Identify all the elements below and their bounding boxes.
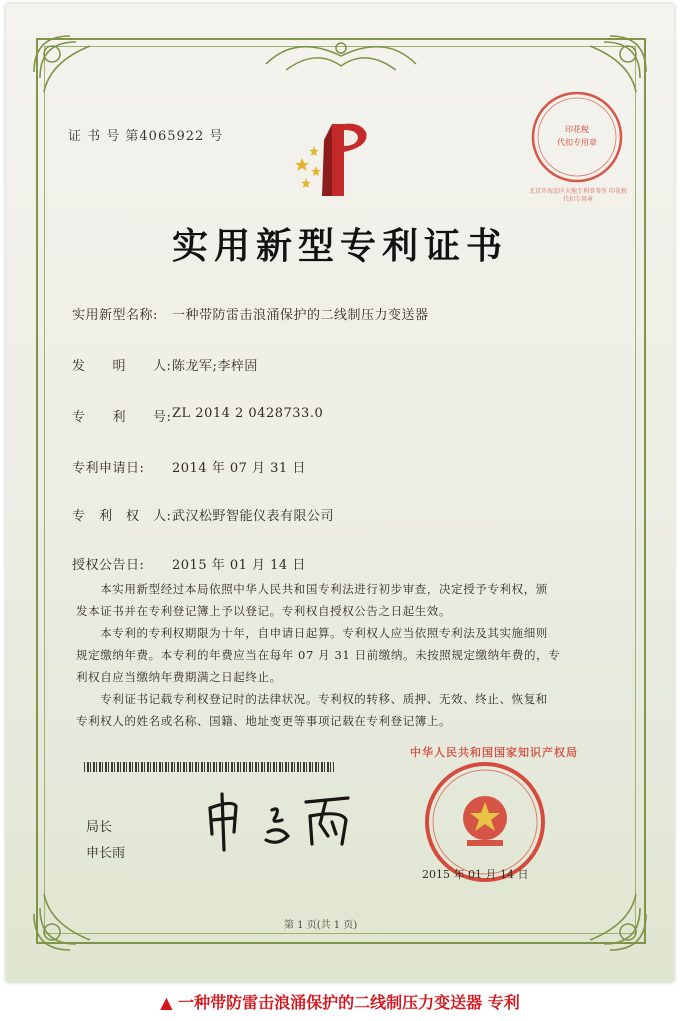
certificate [6, 4, 674, 982]
grant-date-label: 授权公告日: [72, 558, 145, 573]
caption [0, 990, 680, 1013]
patentee-value: 武汉松野智能仪表有限公司 [172, 509, 335, 524]
patentee-label: 专 利 权 人: [72, 509, 172, 524]
triangle-marker-icon: ▲ [160, 993, 173, 1012]
inventor-label: 发 明 人: [72, 359, 172, 374]
svg-text:印花税: 印花税 [565, 125, 589, 134]
tax-stamp-text: 北京市海淀区天地专利事务所 印花税 代扣专用章 [529, 188, 627, 203]
legal-text [76, 578, 606, 732]
director-signature [202, 790, 382, 854]
patent-number-label: 专 利 号: [72, 410, 172, 425]
corner-ornament-icon [30, 874, 110, 954]
corner-ornament-icon [30, 32, 110, 112]
director-name: 申长雨 [86, 846, 126, 861]
legal-text-line: 本实用新型经过本局依照中华人民共和国专利法进行初步审查，决定授予专利权，颁 [76, 582, 548, 596]
legal-text-line: 本专利的专利权期限为十年，自申请日起算。专利权人应当依照专利法及其实施细则 [76, 626, 548, 640]
utility-model-name-value: 一种带防雷击浪涌保护的二线制压力变送器 [172, 308, 429, 323]
top-ornament-icon [256, 34, 426, 78]
application-date-value: 2014 年 07 月 31 日 [172, 461, 306, 476]
official-seal-text: 中华人民共和国国家知识产权局 [410, 746, 578, 759]
caption-text: 一种带防雷击浪涌保护的二线制压力变送器 专利 [178, 993, 520, 1012]
legal-text-line: 规定缴纳年费。本专利的年费应当在每年 07 月 31 日前缴纳。未按照规定缴纳年费的，专 [76, 648, 561, 662]
legal-text-line: 发本证书并在专利登记簿上予以登记。专利权自授权公告之日起生效。 [76, 604, 452, 618]
patent-number-value: ZL 2014 2 0428733.0 [172, 406, 324, 421]
patent-office-emblem-icon [288, 118, 372, 202]
inventor-value: 陈龙军;李梓固 [172, 359, 258, 374]
tax-stamp [530, 90, 624, 184]
grant-date-value: 2015 年 01 月 14 日 [172, 558, 306, 573]
corner-ornament-icon [570, 874, 650, 954]
certificate-number: 证 书 号 第4065922 号 [68, 129, 224, 144]
legal-text-line: 利权自应当缴纳年费期满之日起终止。 [76, 670, 282, 684]
legal-text-line: 专利权人的姓名或名称、国籍、地址变更等事项记载在专利登记簿上。 [76, 714, 452, 728]
svg-text:代扣专用章: 代扣专用章 [557, 138, 597, 147]
certificate-title: 实用新型专利证书 [171, 225, 508, 267]
page-footer: 第 1 页(共 1 页) [284, 920, 358, 931]
director-title: 局长 [86, 820, 113, 835]
application-date-label: 专利申请日: [72, 461, 145, 476]
legal-text-line: 专利证书记载专利权登记时的法律状况。专利权的转移、质押、无效、终止、恢复和 [76, 692, 548, 706]
seal-date: 2015 年 01 月 14 日 [422, 868, 529, 881]
utility-model-name-label: 实用新型名称: [72, 308, 158, 323]
barcode [84, 762, 334, 772]
